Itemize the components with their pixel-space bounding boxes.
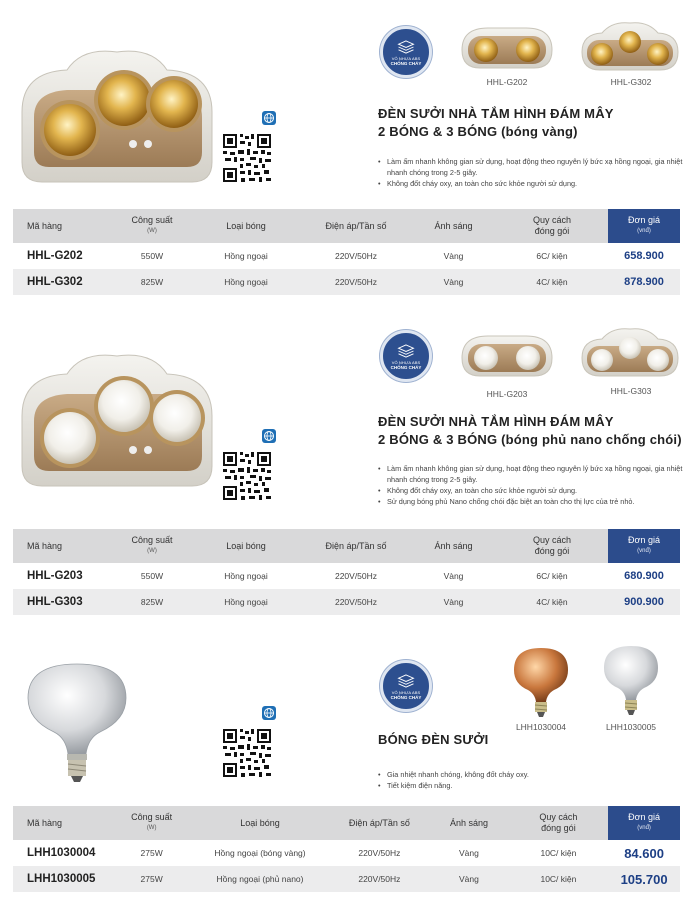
col-pack-line-2: đóng gói — [534, 546, 570, 556]
col-pack-line-1: Quy cách — [532, 535, 572, 545]
layers-icon — [397, 674, 415, 688]
title-line-1: ĐÈN SƯỞI NHÀ TẮM HÌNH ĐÁM MÂY — [378, 414, 614, 429]
thumb-label: HHL-G302 — [610, 77, 652, 87]
abs-fireproof-badge — [380, 330, 432, 382]
cell-code: HHL-G203 — [27, 570, 83, 582]
col-power-label: Công suất — [131, 215, 173, 225]
col-price — [608, 529, 680, 563]
col-price-label: Đơn giá — [628, 215, 660, 225]
product-section-cloud-gold — [0, 0, 693, 300]
qr-code-icon[interactable] — [221, 450, 273, 502]
col-price-unit: (vnđ) — [637, 825, 651, 831]
col-pack-line-2: đóng gói — [541, 823, 576, 833]
thumb-label: LHH1030005 — [605, 722, 657, 732]
thumb-label: HHL-G202 — [486, 77, 528, 87]
cell-lamp: Hồng ngoại — [224, 571, 268, 581]
feature-item: • Sử dụng bóng phủ Nano chống chói đặc biệt an toàn cho thị lực của trẻ nhỏ. — [378, 496, 683, 507]
cell-lamp: Hồng ngoại — [224, 251, 268, 261]
thumb-label: LHH1030004 — [515, 722, 567, 732]
abs-fireproof-badge — [380, 660, 432, 712]
badge-line-2: CHỐNG CHÁY — [390, 61, 422, 66]
feature-item: • Không đốt cháy oxy, an toàn cho sức khỏe người sử dụng. — [378, 485, 683, 496]
cell-code: HHL-G302 — [13, 269, 113, 295]
heater-3-bulb-white-image — [12, 346, 222, 496]
cell-code: HHL-G202 — [27, 250, 83, 262]
title-line-2: 2 BÓNG & 3 BÓNG (bóng phủ nano chống chói) — [378, 432, 682, 447]
cell-voltage: 220V/50Hz — [358, 848, 401, 858]
product-section-cloud-nano — [0, 318, 693, 618]
heat-bulb-image — [22, 658, 132, 788]
title-line-1: ĐÈN SƯỞI NHÀ TẮM HÌNH ĐÁM MÂY — [378, 106, 614, 121]
cell-power: 825W — [113, 589, 191, 615]
title-line-2: 2 BÓNG & 3 BÓNG (bóng vàng) — [378, 124, 578, 139]
badge-line-1: VỎ NHỰA ABS — [391, 690, 421, 695]
col-voltage: Điện áp/Tần số — [330, 806, 430, 840]
col-pack-line-1: Quy cách — [532, 215, 572, 225]
badge-line-2: CHỐNG CHÁY — [390, 365, 422, 370]
cell-voltage: 220V/50Hz — [334, 251, 378, 261]
product-section-bulb — [0, 636, 693, 903]
thumb-hhl-g303-image — [578, 324, 682, 380]
feature-item: • Gia nhiệt nhanh chóng, không đốt cháy oxy. — [378, 769, 683, 780]
globe-icon[interactable] — [262, 706, 276, 720]
col-power-label: Công suất — [131, 812, 173, 822]
product-title — [378, 731, 488, 749]
product-title — [378, 413, 682, 449]
cell-light: Vàng — [443, 571, 464, 581]
col-light: Ánh sáng — [411, 529, 496, 563]
col-lamp: Loại bóng — [191, 529, 301, 563]
cell-power: 550W — [140, 571, 164, 581]
thumb-lhh1030004-image — [510, 644, 572, 720]
cell-code: LHH1030005 — [13, 866, 113, 892]
cell-price: 84.600 — [624, 845, 664, 861]
col-price-label: Đơn giá — [628, 535, 660, 545]
col-power-unit: (W) — [146, 825, 157, 831]
cell-pack: 6C/ kiện — [536, 251, 568, 261]
thumb-lhh1030005-image — [600, 642, 662, 718]
feature-item: • Tiết kiệm điện năng. — [378, 780, 683, 791]
col-lamp: Loại bóng — [190, 806, 329, 840]
col-pack-line-2: đóng gói — [534, 226, 570, 236]
feature-list — [378, 463, 683, 507]
thumb-label: HHL-G303 — [610, 386, 652, 396]
badge-line-1: VỎ NHỰA ABS — [391, 56, 421, 61]
thumb-label: HHL-G203 — [486, 389, 528, 399]
feature-item: • Không đốt cháy oxy, an toàn cho sức khỏe người sử dụng. — [378, 178, 683, 189]
cell-price: 900.900 — [608, 589, 680, 615]
feature-item: • Làm ấm nhanh không gian sử dụng, hoạt động theo nguyên lý bức xạ hồng ngoại, gia nhiệt nhanh chóng trong 2-5 giây. — [378, 463, 683, 485]
cell-power: 275W — [140, 848, 163, 858]
cell-lamp: Hồng ngoại — [191, 589, 301, 615]
cell-power: 275W — [113, 866, 191, 892]
cell-price: 658.900 — [624, 250, 664, 262]
cell-pack: 10C/ kiện — [509, 866, 608, 892]
cell-power: 550W — [140, 251, 164, 261]
cell-pack: 6C/ kiện — [536, 571, 568, 581]
layers-icon — [397, 344, 415, 358]
price-table — [13, 529, 680, 615]
qr-code-icon[interactable] — [221, 132, 273, 184]
cell-pack: 4C/ kiện — [496, 589, 608, 615]
col-power — [113, 806, 191, 840]
layers-icon — [397, 40, 415, 54]
feature-item: • Làm ấm nhanh không gian sử dụng, hoạt động theo nguyên lý bức xạ hồng ngoại, gia nhiệt nhanh chóng trong 2-5 giây. — [378, 156, 683, 178]
col-pack-line-1: Quy cách — [539, 812, 578, 822]
table-row — [13, 563, 680, 589]
feature-list — [378, 769, 683, 791]
cell-light: Vàng — [411, 269, 496, 295]
cell-price: 878.900 — [608, 269, 680, 295]
cell-code: HHL-G303 — [13, 589, 113, 615]
col-light: Ánh sáng — [411, 209, 496, 243]
table-row — [13, 589, 680, 615]
price-table — [13, 806, 680, 892]
badge-line-2: CHỐNG CHÁY — [390, 695, 422, 700]
cell-voltage: 220V/50Hz — [330, 866, 430, 892]
col-pack — [509, 806, 608, 840]
cell-lamp: Hồng ngoại — [191, 269, 301, 295]
col-price-unit: (vnđ) — [637, 228, 651, 234]
cell-light: Vàng — [411, 589, 496, 615]
cell-code: LHH1030004 — [27, 847, 96, 859]
globe-icon[interactable] — [262, 111, 276, 125]
cell-price: 680.900 — [624, 570, 664, 582]
cell-power: 825W — [113, 269, 191, 295]
feature-list — [378, 156, 683, 189]
cell-light: Vàng — [459, 848, 479, 858]
col-price-unit: (vnđ) — [637, 548, 651, 554]
col-power-label: Công suất — [131, 535, 173, 545]
cell-light: Vàng — [429, 866, 509, 892]
heater-3-bulb-gold-image — [12, 42, 222, 192]
table-row — [13, 866, 680, 892]
col-power-unit: (W) — [147, 228, 157, 234]
qr-code-icon[interactable] — [221, 727, 273, 779]
col-voltage: Điện áp/Tần số — [301, 529, 411, 563]
cell-pack: 10C/ kiện — [540, 848, 577, 858]
col-code: Mã hàng — [13, 209, 113, 243]
col-power — [113, 209, 191, 243]
col-light: Ánh sáng — [429, 806, 509, 840]
col-price-label: Đơn giá — [628, 812, 661, 822]
cell-pack: 4C/ kiện — [496, 269, 608, 295]
abs-fireproof-badge — [380, 26, 432, 78]
product-title — [378, 105, 614, 141]
cell-voltage: 220V/50Hz — [301, 269, 411, 295]
badge-line-1: VỎ NHỰA ABS — [391, 360, 421, 365]
thumb-hhl-g202-image — [458, 20, 556, 72]
col-voltage: Điện áp/Tần số — [301, 209, 411, 243]
col-price — [608, 806, 680, 840]
col-lamp: Loại bóng — [191, 209, 301, 243]
col-price — [608, 209, 680, 243]
table-row — [13, 840, 680, 866]
cell-light: Vàng — [443, 251, 464, 261]
table-row — [13, 269, 680, 295]
col-code: Mã hàng — [13, 529, 113, 563]
thumb-hhl-g302-image — [578, 18, 682, 74]
cell-lamp: Hồng ngoại (phủ nano) — [190, 866, 329, 892]
price-table — [13, 209, 680, 295]
col-power — [113, 529, 191, 563]
title-line-1: BÓNG ĐÈN SƯỞI — [378, 732, 489, 747]
cell-price: 105.700 — [608, 866, 680, 892]
col-power-unit: (W) — [147, 548, 157, 554]
cell-voltage: 220V/50Hz — [301, 589, 411, 615]
col-pack — [496, 209, 608, 243]
col-code: Mã hàng — [13, 806, 113, 840]
col-pack — [496, 529, 608, 563]
table-row — [13, 243, 680, 269]
cell-lamp: Hồng ngoại (bóng vàng) — [214, 848, 306, 858]
globe-icon[interactable] — [262, 429, 276, 443]
thumb-hhl-g203-image — [458, 328, 556, 380]
cell-voltage: 220V/50Hz — [334, 571, 378, 581]
